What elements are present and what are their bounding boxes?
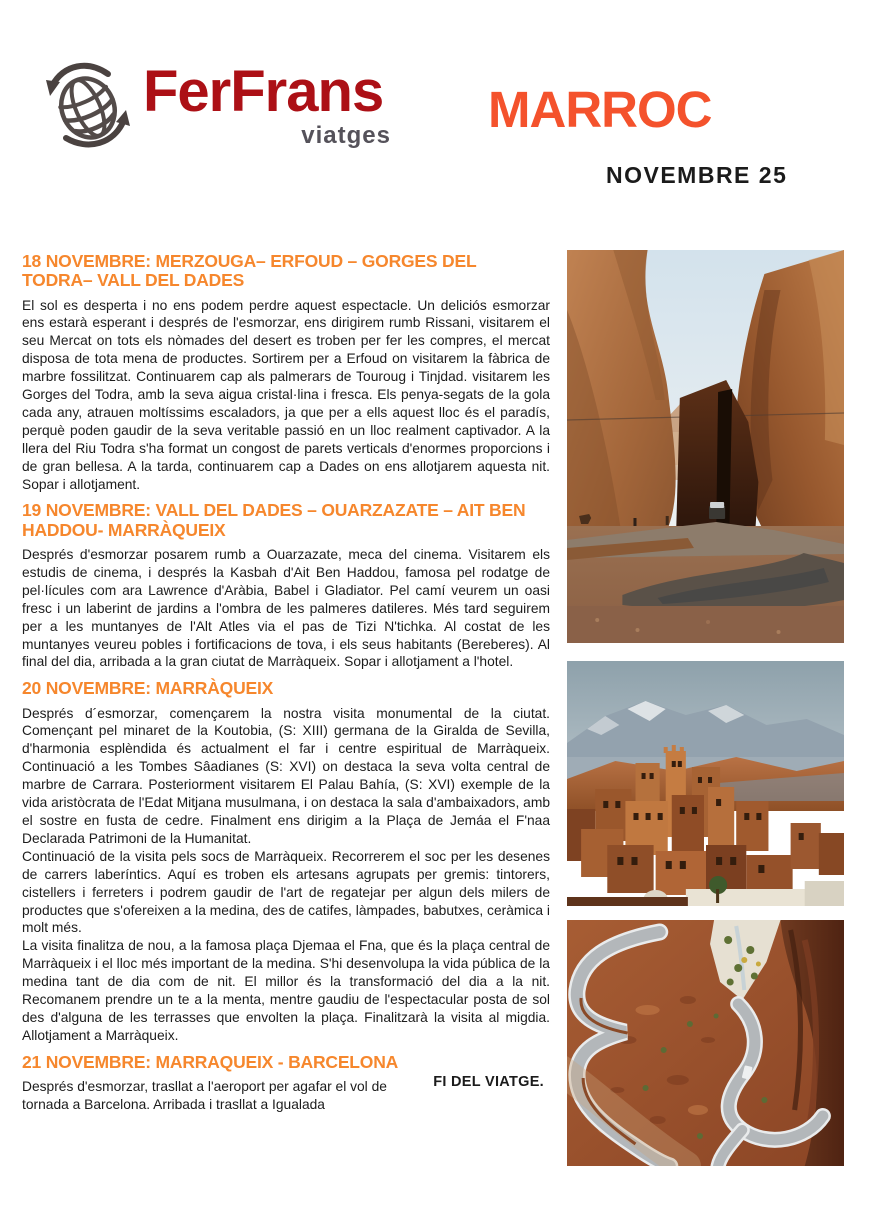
- winding-road-photo: [567, 920, 844, 1166]
- section-day-20: [22, 679, 550, 1044]
- section-day-18: [22, 252, 550, 493]
- section-heading: 18 NOVEMBRE: MERZOUGA– ERFOUD – GORGES DEL TODRA– VALL DEL DADES: [22, 251, 477, 291]
- document-title: MARROC: [488, 81, 712, 138]
- section-paragraph: Després d´esmorzar, començarem la nostra visita monumental de la ciutat. Començant pel minaret de la Koutobia, (S: XIII) germana de la Giralda de Sevilla, d'harmonia esplèndida és actualment el far i centre espiritual de Marràqueix. Continuació a les Tombes Sâadianes (S: XVI) on destaca la seva volta central de marbre de Carrara. Posteriorment visitarem El Palau Bahía, (S: XVI) exemple de la vida aristòcrata de l'Edat Mitjana musulmana, i on destaca la sala d'ambaixadors, amb el sostre en fusta de cedre. Finalment ens dirigim a la Plaça de Jemáa el F'naa Declarada Patrimoni de la Humanitat.: [22, 705, 550, 846]
- section-heading: 20 NOVEMBRE: MARRÀQUEIX: [22, 678, 274, 699]
- section-paragraph: El sol es desperta i no ens podem perdre aquest espectacle. Un deliciós esmorzar ens estarà esperant i després de l'esmorzar, ens dirigirem rumb Rissani, visitarem el seu Mercat on tots els nòmades del desert es troben per fer les compres, el mercat disposa de tota mena de productes. Sortirem per a Erfoud on visitarem la fàbrica de marbre fossilitzat. Continuarem cap als palmerars de Touroug i Tinjdad. visitarem les Gorges del Todra, amb la seva aigua cristal·lina i fresca. Els penya-segats de la gola cada any, atrauen moltíssims escaladors, ja que per a ells aquest lloc és el paradís, perquè poden gaudir de la seva veritable passió en un lloc realment captivador. A la llera del Riu Todra s'ha format un congost de parets verticals d'enormes proporcions i de gran bellesa. A la tarda, continuarem cap a Dades on ens allotjarem aquesta nit. Sopar i allotjament.: [22, 297, 550, 492]
- section-day-19: [22, 501, 550, 671]
- section-paragraph: Després d'esmorzar, trasllat a l'aeroport per agafar el vol de tornada a Barcelona. Arribada i trasllat a Igualada: [22, 1079, 387, 1112]
- content-area: [22, 250, 844, 1166]
- section-heading: 21 NOVEMBRE: MARRAQUEIX - BARCELONA: [22, 1051, 399, 1072]
- kasbah-photo: [567, 661, 844, 906]
- itinerary-text-column: [22, 250, 550, 1166]
- brand-name: FerFrans: [143, 59, 384, 124]
- section-paragraph: Després d'esmorzar posarem rumb a Ouarzazate, meca del cinema. Visitarem els estudis de cinema, i després la Kasbah d'Ait Ben Haddou, famosa pel rodatge de pel·lícules com ara Lawrence d'Aràbia, Babel i Gladiator. Pel camí veurem un oasi fresc i un laberint de jardins a l'ombra de les palmeres datileres. Més tard seguirem per a les muntanyes de l'Alt Atles via el pas de Tizi N'tichka. Al costat de les muntanyes veureu pobles i fortificacions de tova, i els seus habitants (Bereberes). Al final del dia, arribada a la gran ciutat de Marràqueix. Sopar i allotjament a l'hotel.: [22, 546, 550, 670]
- section-day-21: [22, 1053, 550, 1114]
- section-paragraph: Continuació de la visita pels socs de Marràqueix. Recorrerem el soc per les desenes de carrers laberíntics. Aquí es troben els artesans agrupats per gremis: tintorers, cistellers i ferreters i podrem gaudir de l'art de regatejar per algun dels milers de productes que s'ofereixen a la medina, des de catifes, làmpades, babutxes, ceràmica i molt més.: [22, 848, 550, 936]
- todra-gorge-photo: [567, 250, 844, 643]
- brand-subtitle: viatges: [301, 122, 391, 149]
- globe-arrows-icon: [36, 52, 140, 161]
- section-heading: 19 NOVEMBRE: VALL DEL DADES – OUARZAZATE – AIT BEN HADDOU- MARRÀQUEIX: [22, 500, 526, 540]
- document-subtitle: NOVEMBRE 25: [606, 162, 788, 188]
- end-of-trip-note: FI DEL VIATGE.: [433, 1073, 544, 1090]
- photo-column: [567, 250, 844, 1166]
- section-paragraph: La visita finalitza de nou, a la famosa plaça Djemaa el Fna, que és la plaça central de Marràqueix i el lloc més important de la medina. S'hi desenvolupa la vida pública de la medina tant de dia com de nit. El millor és la transformació del dia a la nit. Recomanem prendre un te a la menta, mentre gaudiu de l'espectacular posta de sol des d'alguna de les terrasses que envolten la plaça. Finalitzarà la visita al migdia. Allotjament a Marràqueix.: [22, 938, 550, 1043]
